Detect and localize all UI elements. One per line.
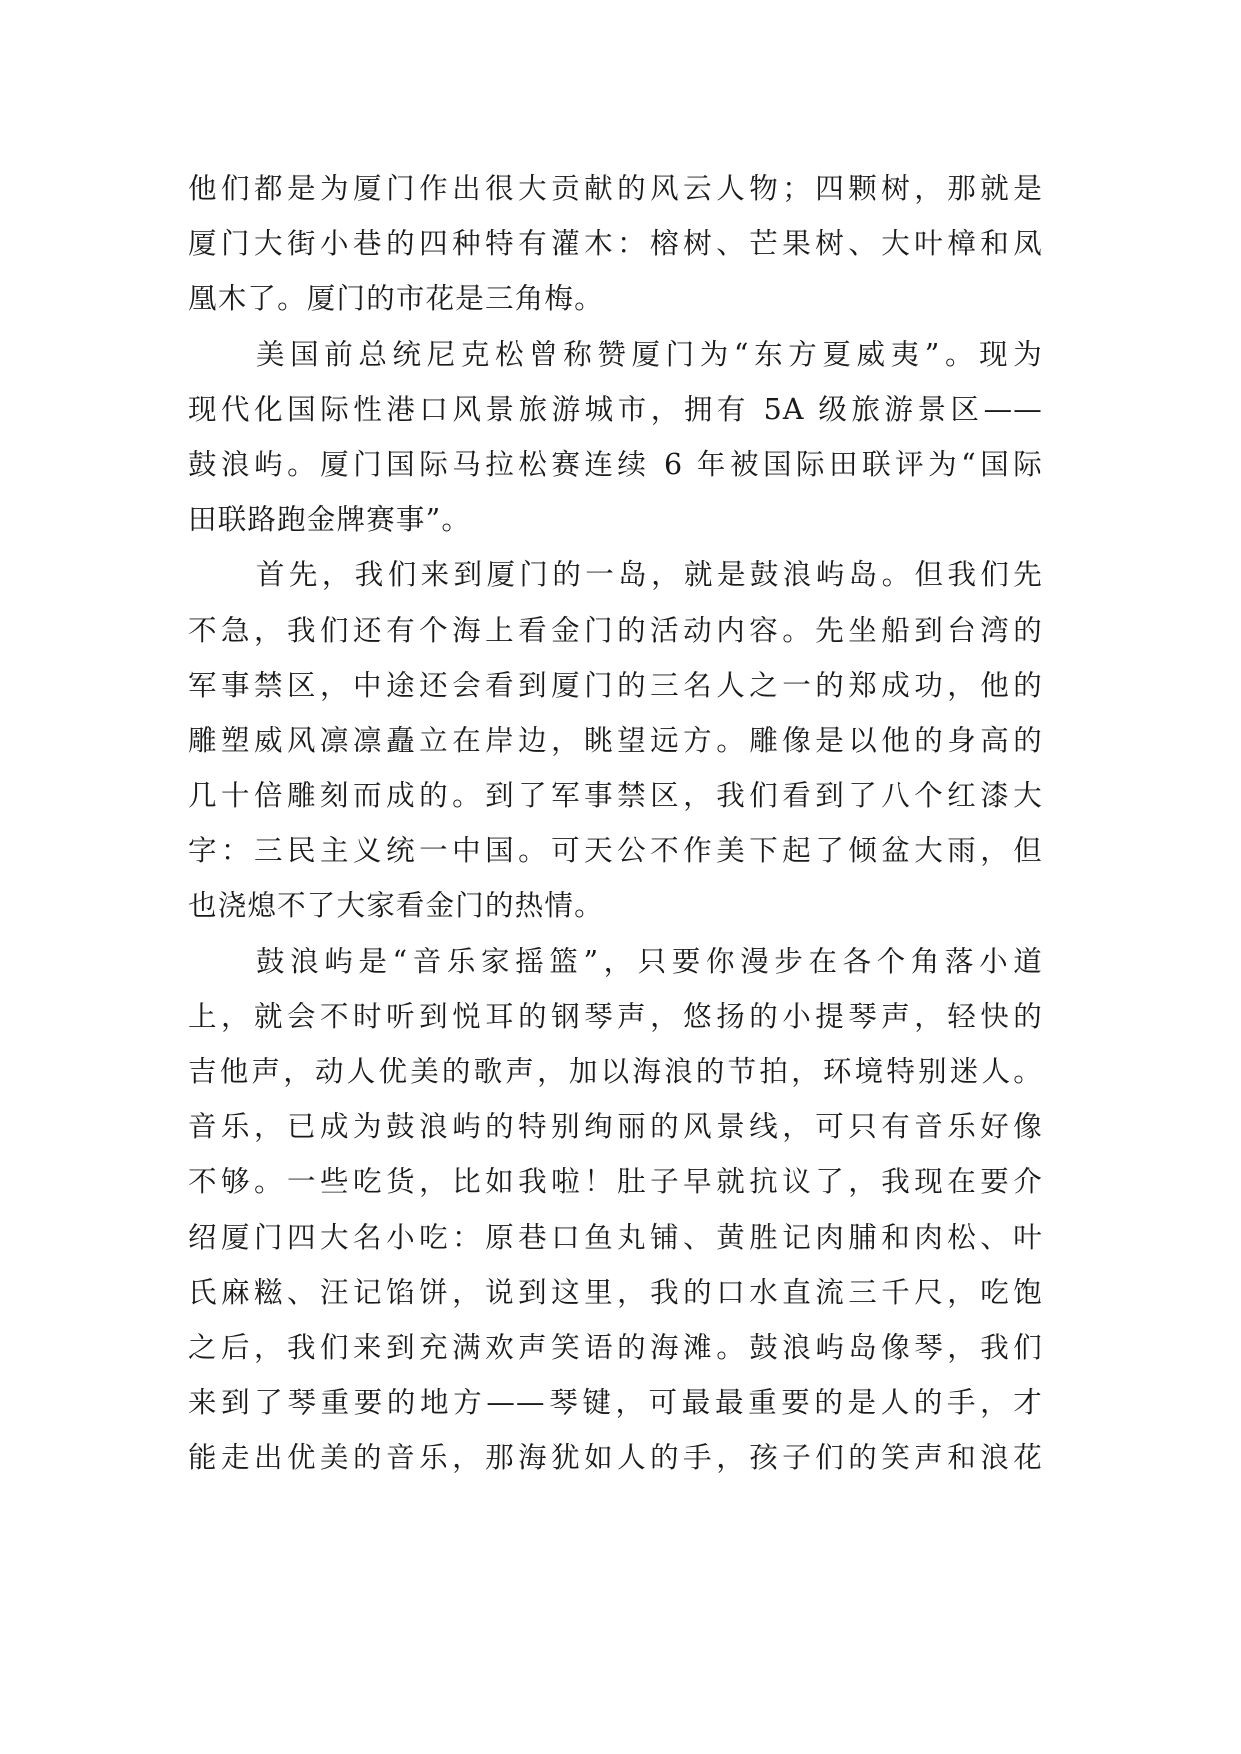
- paragraph-first-line: 美国前总统尼克松曾称赞厦门为“东方夏威夷”。现为: [256, 337, 1043, 371]
- text-line: 音乐，已成为鼓浪屿的特别绚丽的风景线，可只有音乐好像: [188, 1110, 1043, 1144]
- body-text: [188, 161, 1043, 1486]
- text-line: 鼓浪屿。厦门国际马拉松赛连续 6 年被国际田联评为“国际: [188, 447, 1043, 481]
- text-line: 绍厦门四大名小吃：原巷口鱼丸铺、黄胜记肉脯和肉松、叶: [188, 1220, 1043, 1254]
- text-line: 军事禁区，中途还会看到厦门的三名人之一的郑成功，他的: [188, 668, 1043, 702]
- text-line: 现代化国际性港口风景旅游城市，拥有 5A 级旅游景区——: [188, 392, 1043, 426]
- text-line: 凰木了。厦门的市花是三角梅。: [188, 282, 604, 316]
- paragraph-first-line: 首先，我们来到厦门的一岛，就是鼓浪屿岛。但我们先: [256, 558, 1043, 592]
- text-line: 田联路跑金牌赛事”。: [188, 503, 472, 537]
- text-line: 吉他声，动人优美的歌声，加以海浪的节拍，环境特别迷人。: [188, 1055, 1043, 1088]
- paragraph-first-line: 鼓浪屿是“音乐家摇篮”，只要你漫步在各个角落小道: [256, 944, 1043, 978]
- text-line: 几十倍雕刻而成的。到了军事禁区，我们看到了八个红漆大: [188, 779, 1043, 813]
- text-line: 之后，我们来到充满欢声笑语的海滩。鼓浪屿岛像琴，我们: [188, 1330, 1043, 1364]
- text-line: 不急，我们还有个海上看金门的活动内容。先坐船到台湾的: [188, 613, 1043, 647]
- text-line: 字：三民主义统一中国。可天公不作美下起了倾盆大雨，但: [188, 834, 1043, 868]
- text-line: 也浇熄不了大家看金门的热情。: [188, 889, 604, 923]
- text-line: 他们都是为厦门作出很大贡献的风云人物；四颗树，那就是: [188, 172, 1043, 205]
- text-line: 雕塑威风凛凛矗立在岸边，眺望远方。雕像是以他的身高的: [188, 723, 1043, 757]
- text-line: 来到了琴重要的地方——琴键，可最最重要的是人的手，才: [188, 1386, 1043, 1420]
- text-line: 能走出优美的音乐，那海犹如人的手，孩子们的笑声和浪花: [188, 1441, 1043, 1475]
- text-line: 氏麻糍、汪记馅饼，说到这里，我的口水直流三千尺，吃饱: [188, 1275, 1043, 1309]
- text-line: 上，就会不时听到悦耳的钢琴声，悠扬的小提琴声，轻快的: [188, 999, 1043, 1033]
- text-line: 不够。一些吃货，比如我啦！肚子早就抗议了，我现在要介: [188, 1165, 1043, 1199]
- text-line: 厦门大街小巷的四种特有灌木：榕树、芒果树、大叶樟和凤: [188, 227, 1043, 261]
